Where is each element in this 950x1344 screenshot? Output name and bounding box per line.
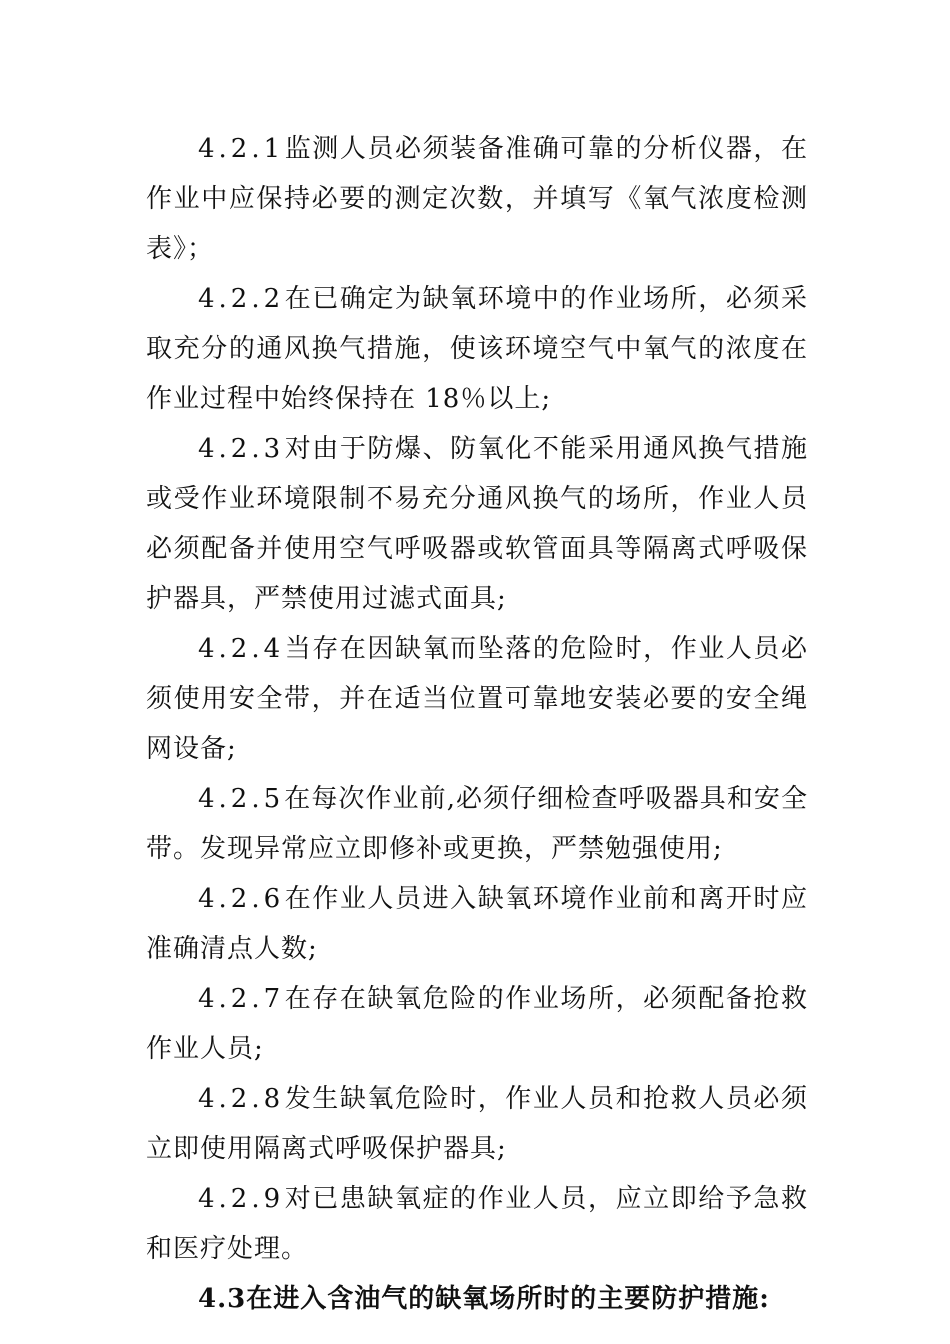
clause-text: 在每次作业前,必须仔细检查呼吸器具和安全带。发现异常应立即修补或更换，严禁勉强使用; — [146, 784, 808, 864]
paragraph-4-2-6 — [146, 874, 808, 974]
clause-text: 监测人员必须装备准确可靠的分析仪器，在作业中应保持必要的测定次数，并填写《氧气浓度检测表》； — [146, 134, 808, 264]
clause-text: 当存在因缺氧而坠落的危险时，作业人员必须使用安全带，并在适当位置可靠地安装必要的安全绳网设备; — [146, 634, 808, 764]
clause-number: 4.2.7 — [198, 984, 285, 1014]
clause-text: 在作业人员进入缺氧环境作业前和离开时应准确清点人数; — [146, 884, 808, 964]
paragraph-4-2-9 — [146, 1174, 808, 1274]
clause-number: 4.2.6 — [198, 884, 285, 914]
clause-number: 4.2.3 — [198, 434, 285, 464]
clause-text: 对由于防爆、防氧化不能采用通风换气措施或受作业环境限制不易充分通风换气的场所，作业人员必须配备并使用空气呼吸器或软管面具等隔离式呼吸保护器具，严禁使用过滤式面具; — [146, 434, 808, 614]
clause-number: 4.2.1 — [198, 134, 285, 164]
document-body — [146, 124, 808, 1324]
clause-number: 4.2.8 — [198, 1084, 285, 1114]
section-heading-4-3: 4.3在进入含油气的缺氧场所时的主要防护措施: — [198, 1284, 770, 1314]
paragraph-4-2-8 — [146, 1074, 808, 1174]
paragraph-4-2-3 — [146, 424, 808, 624]
paragraph-4-2-5 — [146, 774, 808, 874]
clause-number: 4.2.2 — [198, 284, 285, 314]
clause-number: 4.2.5 — [198, 784, 285, 814]
clause-text: 在存在缺氧危险的作业场所，必须配备抢救作业人员; — [146, 984, 808, 1064]
paragraph-4-2-7 — [146, 974, 808, 1074]
clause-text: 在已确定为缺氧环境中的作业场所，必须采取充分的通风换气措施，使该环境空气中氧气的浓度在作业过程中始终保持在 18％以上; — [146, 284, 808, 414]
paragraph-4-2-1 — [146, 124, 808, 274]
clause-text: 发生缺氧危险时，作业人员和抢救人员必须立即使用隔离式呼吸保护器具; — [146, 1084, 808, 1164]
paragraph-4-2-4 — [146, 624, 808, 774]
paragraph-4-2-2 — [146, 274, 808, 424]
clause-number: 4.2.9 — [198, 1184, 285, 1214]
clause-text: 对已患缺氧症的作业人员，应立即给予急救和医疗处理。 — [146, 1184, 808, 1264]
clause-number: 4.2.4 — [198, 634, 285, 664]
